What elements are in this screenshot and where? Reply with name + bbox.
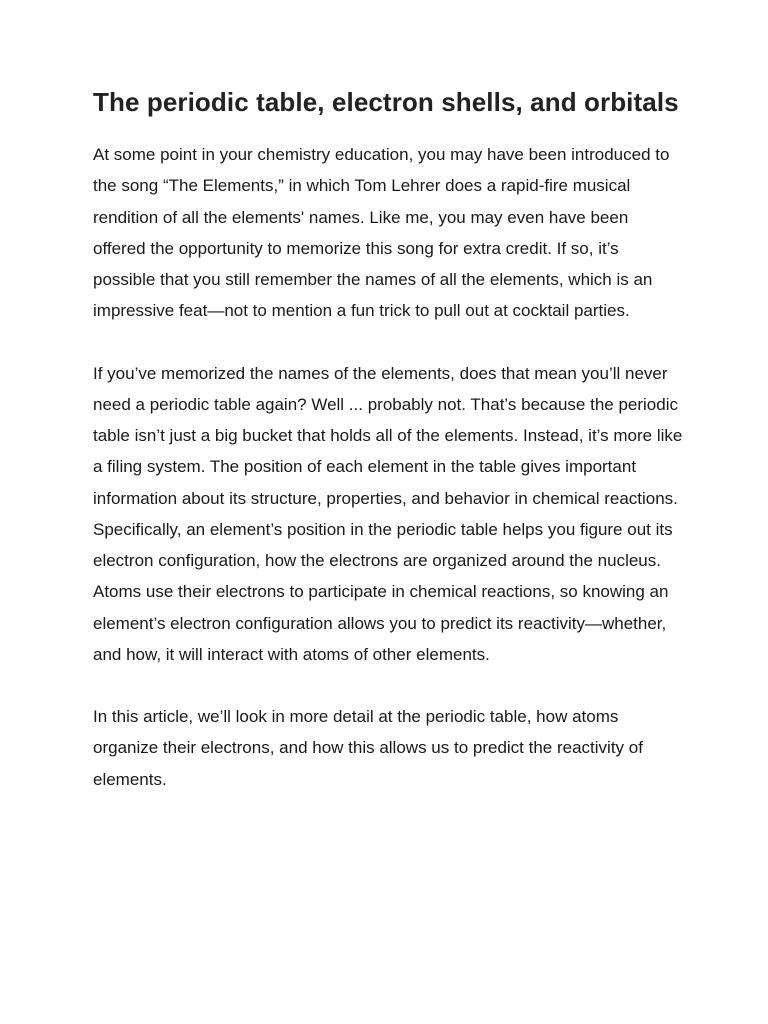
article-paragraph-intro: At some point in your chemistry education, you may have been introduced to the song “The Elements,” in which Tom Lehrer does a rapid-fire musical rendition of all the elements' names. Like me, you may even have been offered the opportunity to memorize this song for extra credit. If so, it’s possible that you still remember the names of all the elements, which is an impressive feat—not to mention a fun trick to pull out at cocktail parties. <box>93 145 670 321</box>
article <box>93 78 683 795</box>
article-title: The periodic table, electron shells, and orbitals <box>93 87 679 117</box>
article-paragraph-filing-system: If you’ve memorized the names of the elements, does that mean you’ll never need a periodic table again? Well ... probably not. That’s because the periodic table isn’t just a big bucket that holds all of the elements. Instead, it’s more like a filing system. The position of each element in the table gives important information about its structure, properties, and behavior in chemical reactions. Specifically, an element’s position in the periodic table helps you figure out its electron configuration, how the electrons are organized around the nucleus. Atoms use their electrons to participate in chemical reactions, so knowing an element’s electron configuration allows you to predict its reactivity—whether, and how, it will interact with atoms of other elements. <box>93 363 683 664</box>
article-paragraph-overview: In this article, we’ll look in more detail at the periodic table, how atoms organize their electrons, and how this allows us to predict the reactivity of elements. <box>93 707 643 789</box>
